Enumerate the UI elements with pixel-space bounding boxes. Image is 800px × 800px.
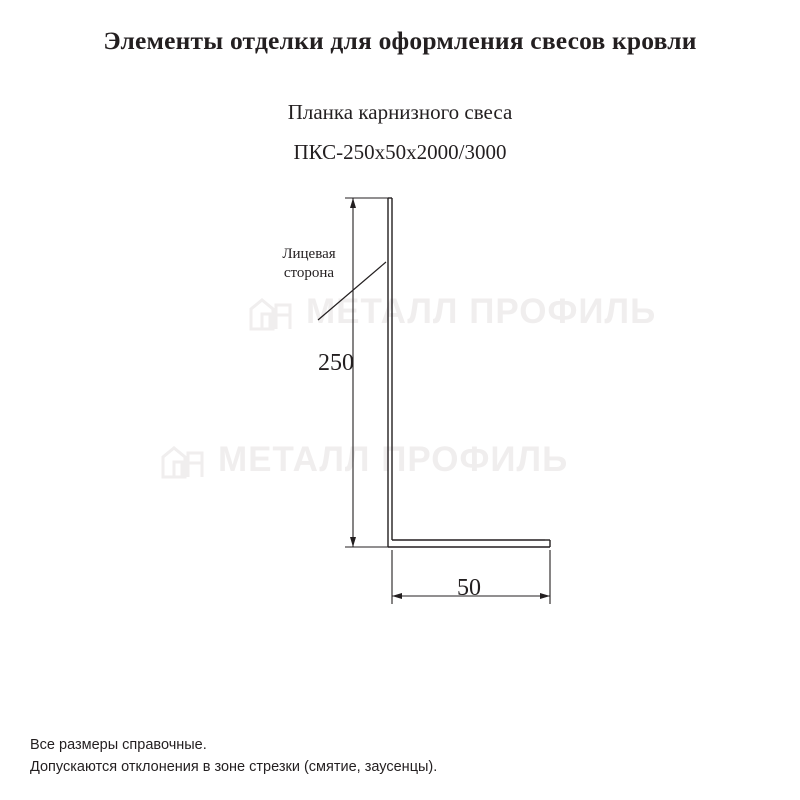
watermark-text: МЕТАЛЛ ПРОФИЛЬ: [218, 440, 569, 479]
face-side-label-line2: сторона: [283, 265, 335, 281]
face-side-label: [249, 245, 369, 283]
footer-note-1: Все размеры справочные.: [30, 737, 207, 753]
profile-outline: [388, 198, 550, 547]
page-title: Элементы отделки для оформления свесов кровли: [103, 26, 697, 55]
footer-note-2: Допускаются отклонения в зоне стрезки (смятие, заусенцы).: [30, 759, 438, 775]
footer-notes: [30, 734, 437, 778]
dimension-width-value: 50: [457, 575, 481, 601]
watermark-text: МЕТАЛЛ ПРОФИЛЬ: [306, 292, 657, 331]
face-side-label-line1: Лицевая: [282, 246, 336, 262]
product-name: Планка карнизного свеса: [287, 100, 513, 124]
product-code: ПКС-250x50x2000/3000: [293, 140, 507, 164]
dimension-height-value: 250: [318, 350, 354, 376]
